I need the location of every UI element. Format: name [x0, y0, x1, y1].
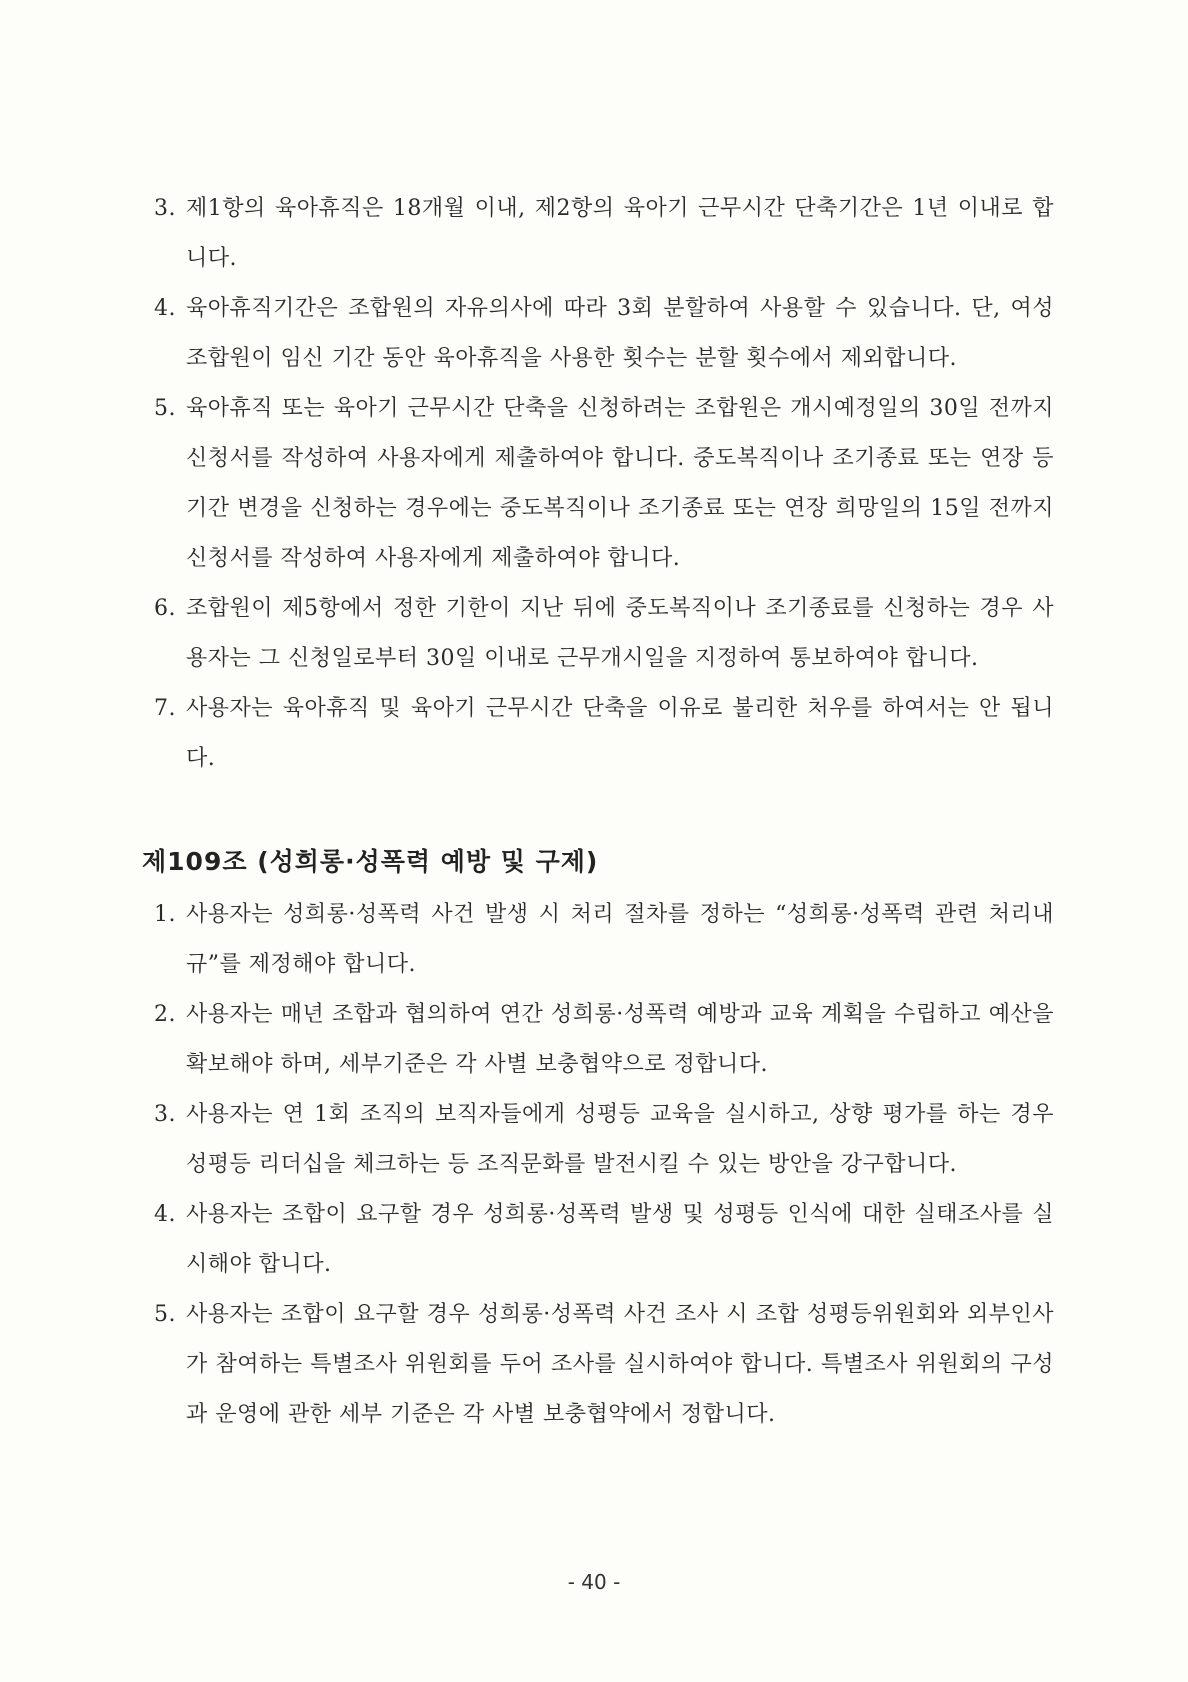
- item-text: 제1항의 육아휴직은 18개월 이내, 제2항의 육아기 근무시간 단축기간은 1년 이내로 합니다.: [186, 196, 1054, 271]
- list-item: [154, 1190, 1054, 1290]
- list-item: [154, 284, 1054, 384]
- item-number: 4.: [154, 1202, 176, 1227]
- item-text: 사용자는 조합이 요구할 경우 성희롱·성폭력 발생 및 성평등 인식에 대한 실태조사를 실시해야 합니다.: [186, 1202, 1054, 1277]
- item-number: 3.: [154, 1102, 176, 1127]
- list-item: [154, 890, 1054, 990]
- item-text: 육아휴직기간은 조합원의 자유의사에 따라 3회 분할하여 사용할 수 있습니다. 단, 여성 조합원이 임신 기간 동안 육아휴직을 사용한 횟수는 분할 횟수에서 제외합니다.: [186, 296, 1054, 371]
- list-item: [154, 584, 1054, 684]
- item-number: 3.: [154, 196, 176, 221]
- item-text: 육아휴직 또는 육아기 근무시간 단축을 신청하려는 조합원은 개시예정일의 30일 전까지 신청서를 작성하여 사용자에게 제출하여야 합니다. 중도복직이나 조기종료 또는 연장 등 기간 변경을 신청하는 경우에는 중도복직이나 조기종료 또는 연장 희망일의 15일 전까지 신청서를 작성하여 사용자에게 제출하여야 합니다.: [186, 396, 1054, 571]
- item-number: 5.: [154, 396, 176, 421]
- list-item: [154, 384, 1054, 584]
- article-109-items: [154, 890, 1054, 1440]
- item-text: 사용자는 성희롱·성폭력 사건 발생 시 처리 절차를 정하는 “성희롱·성폭력 관련 처리내규”를 제정해야 합니다.: [186, 902, 1054, 977]
- list-item: [154, 1290, 1054, 1440]
- list-item: [154, 684, 1054, 784]
- item-text: 사용자는 매년 조합과 협의하여 연간 성희롱·성폭력 예방과 교육 계획을 수립하고 예산을 확보해야 하며, 세부기준은 각 사별 보충협약으로 정합니다.: [186, 1002, 1054, 1077]
- item-text: 사용자는 조합이 요구할 경우 성희롱·성폭력 사건 조사 시 조합 성평등위원회와 외부인사가 참여하는 특별조사 위원회를 두어 조사를 실시하여야 합니다. 특별조사 위원회의 구성과 운영에 관한 세부 기준은 각 사별 보충협약에서 정합니다.: [186, 1302, 1054, 1427]
- item-number: 4.: [154, 296, 176, 321]
- item-text: 사용자는 연 1회 조직의 보직자들에게 성평등 교육을 실시하고, 상향 평가를 하는 경우 성평등 리더십을 체크하는 등 조직문화를 발전시킬 수 있는 방안을 강구합니다.: [186, 1102, 1054, 1177]
- item-number: 2.: [154, 1002, 176, 1027]
- item-number: 5.: [154, 1302, 176, 1327]
- list-item: [154, 990, 1054, 1090]
- page-number: - 40 -: [567, 1570, 621, 1594]
- item-number: 7.: [154, 696, 176, 721]
- list-item: [154, 1090, 1054, 1190]
- item-text: 조합원이 제5항에서 정한 기한이 지난 뒤에 중도복직이나 조기종료를 신청하는 경우 사용자는 그 신청일로부터 30일 이내로 근무개시일을 지정하여 통보하여야 합니다.: [186, 596, 1054, 671]
- item-number: 1.: [154, 902, 176, 927]
- item-number: 6.: [154, 596, 176, 621]
- article-108-items: [154, 184, 1054, 784]
- list-item: [154, 184, 1054, 284]
- item-text: 사용자는 육아휴직 및 육아기 근무시간 단축을 이유로 불리한 처우를 하여서는 안 됩니다.: [186, 696, 1054, 771]
- section-heading: 제109조 (성희롱·성폭력 예방 및 구제): [142, 847, 599, 876]
